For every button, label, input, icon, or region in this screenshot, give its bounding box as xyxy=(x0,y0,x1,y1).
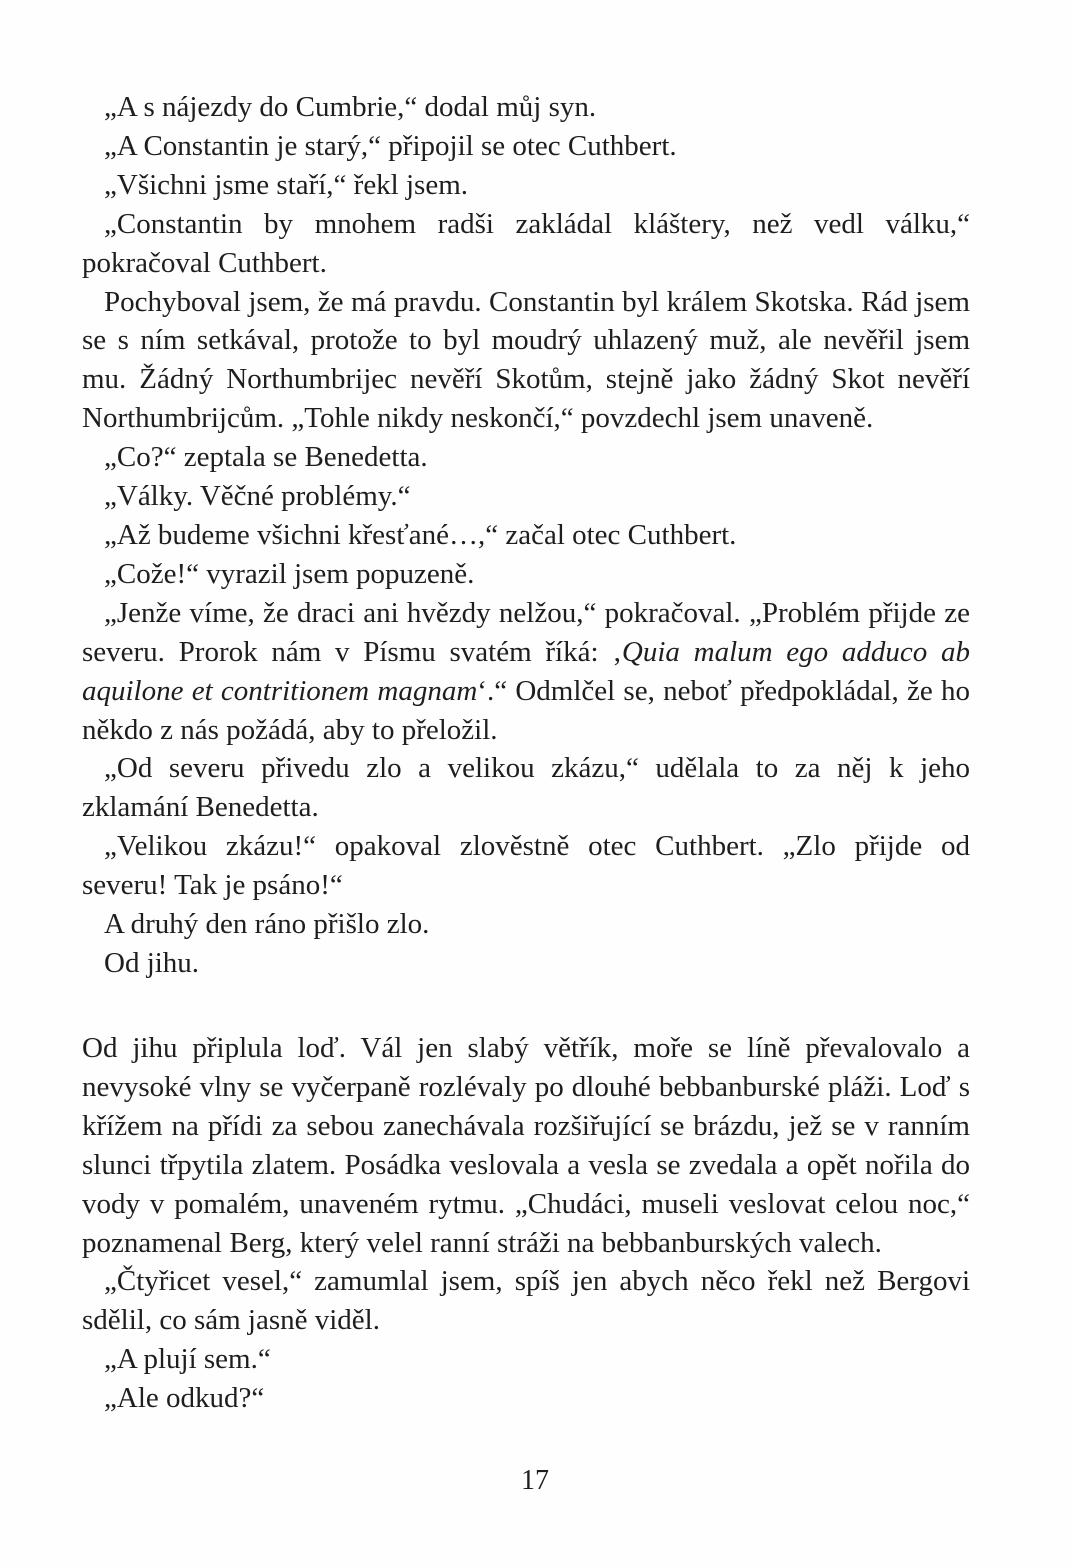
quote-paragraph xyxy=(82,594,970,750)
paragraph: „A Constantin je starý,“ připojil se otec Cuthbert. xyxy=(104,129,677,162)
paragraph: Pochyboval jsem, že má pravdu. Constantin byl králem Skotska. Rád jsem se s ním setkával, protože to byl moudrý uhlazený muž, ale nevěřil jsem mu. Žádný Northumbrijec nevěří Skotům, stejně jako žádný Skot nevěří Northumbrijcům. „Tohle nikdy neskončí,“ povzdechl jsem unaveně. xyxy=(82,285,970,435)
paragraph: „Velikou zkázu!“ opakoval zlověstně otec Cuthbert. „Zlo přijde od severu! Tak je psáno!“ xyxy=(82,830,970,902)
section-dialogue xyxy=(82,88,970,983)
paragraph: „Všichni jsme staří,“ řekl jsem. xyxy=(104,168,469,201)
quote-text-before: „Jenže víme, že draci ani hvězdy nelžou,“ pokračoval. „Problém přijde ze severu. Prorok nám v Písmu svatém říká: ‚ xyxy=(82,596,970,668)
paragraph: „Od severu přivedu zlo a velikou zkázu,“ udělala to za něj k jeho zklamání Benedetta. xyxy=(82,752,970,824)
paragraph: Od jihu. xyxy=(104,946,200,979)
paragraph: „Cože!“ vyrazil jsem popuzeně. xyxy=(104,557,475,590)
paragraph: „Války. Věčné problémy.“ xyxy=(104,480,411,513)
section-first-paragraph: Od jihu připlula loď. Vál jen slabý větřík, moře se líně převalovalo a nevysoké vlny se vyčerpaně rozlévaly po dlouhé bebbanburské pláži. Loď s křížem na přídi za sebou zanechávala rozšiřující se brázdu, jež se v ranním slunci třpytila zlatem. Posádka veslovala a vesla se zvedala a opět nořila do vody v pomalém, unaveném rytmu. „Chudáci, museli veslovat celou noc,“ poznamenal Berg, který velel ranní stráži na bebbanburských valech. xyxy=(82,1032,970,1259)
paragraph: „A s nájezdy do Cumbrie,“ dodal můj syn. xyxy=(104,91,597,123)
paragraph: „A plují sem.“ xyxy=(104,1343,271,1376)
latin-quote: Quia malum ego adduco ab aquilone et contritionem magnam xyxy=(82,635,970,707)
paragraph: A druhý den ráno přišlo zlo. xyxy=(104,908,430,941)
paragraph: „Až budeme všichni křesťané…,“ začal otec Cuthbert. xyxy=(104,518,737,551)
quote-text-after: ‘.“ Odmlčel se, neboť předpokládal, že ho někdo z nás požádá, aby to přeložil. xyxy=(82,674,970,746)
paragraph: „Čtyřicet vesel,“ zamumlal jsem, spíš jen abych něco řekl než Bergovi sdělil, co sám jasně viděl. xyxy=(82,1265,970,1337)
page-number: 17 xyxy=(521,1465,549,1496)
paragraph: „Ale odkud?“ xyxy=(104,1382,265,1415)
section-ship-arrival xyxy=(82,1029,970,1418)
paragraph: „Co?“ zeptala se Benedetta. xyxy=(104,441,428,474)
paragraph: „Constantin by mnohem radši zakládal kláštery, než vedl válku,“ pokračoval Cuthbert. xyxy=(82,207,970,279)
